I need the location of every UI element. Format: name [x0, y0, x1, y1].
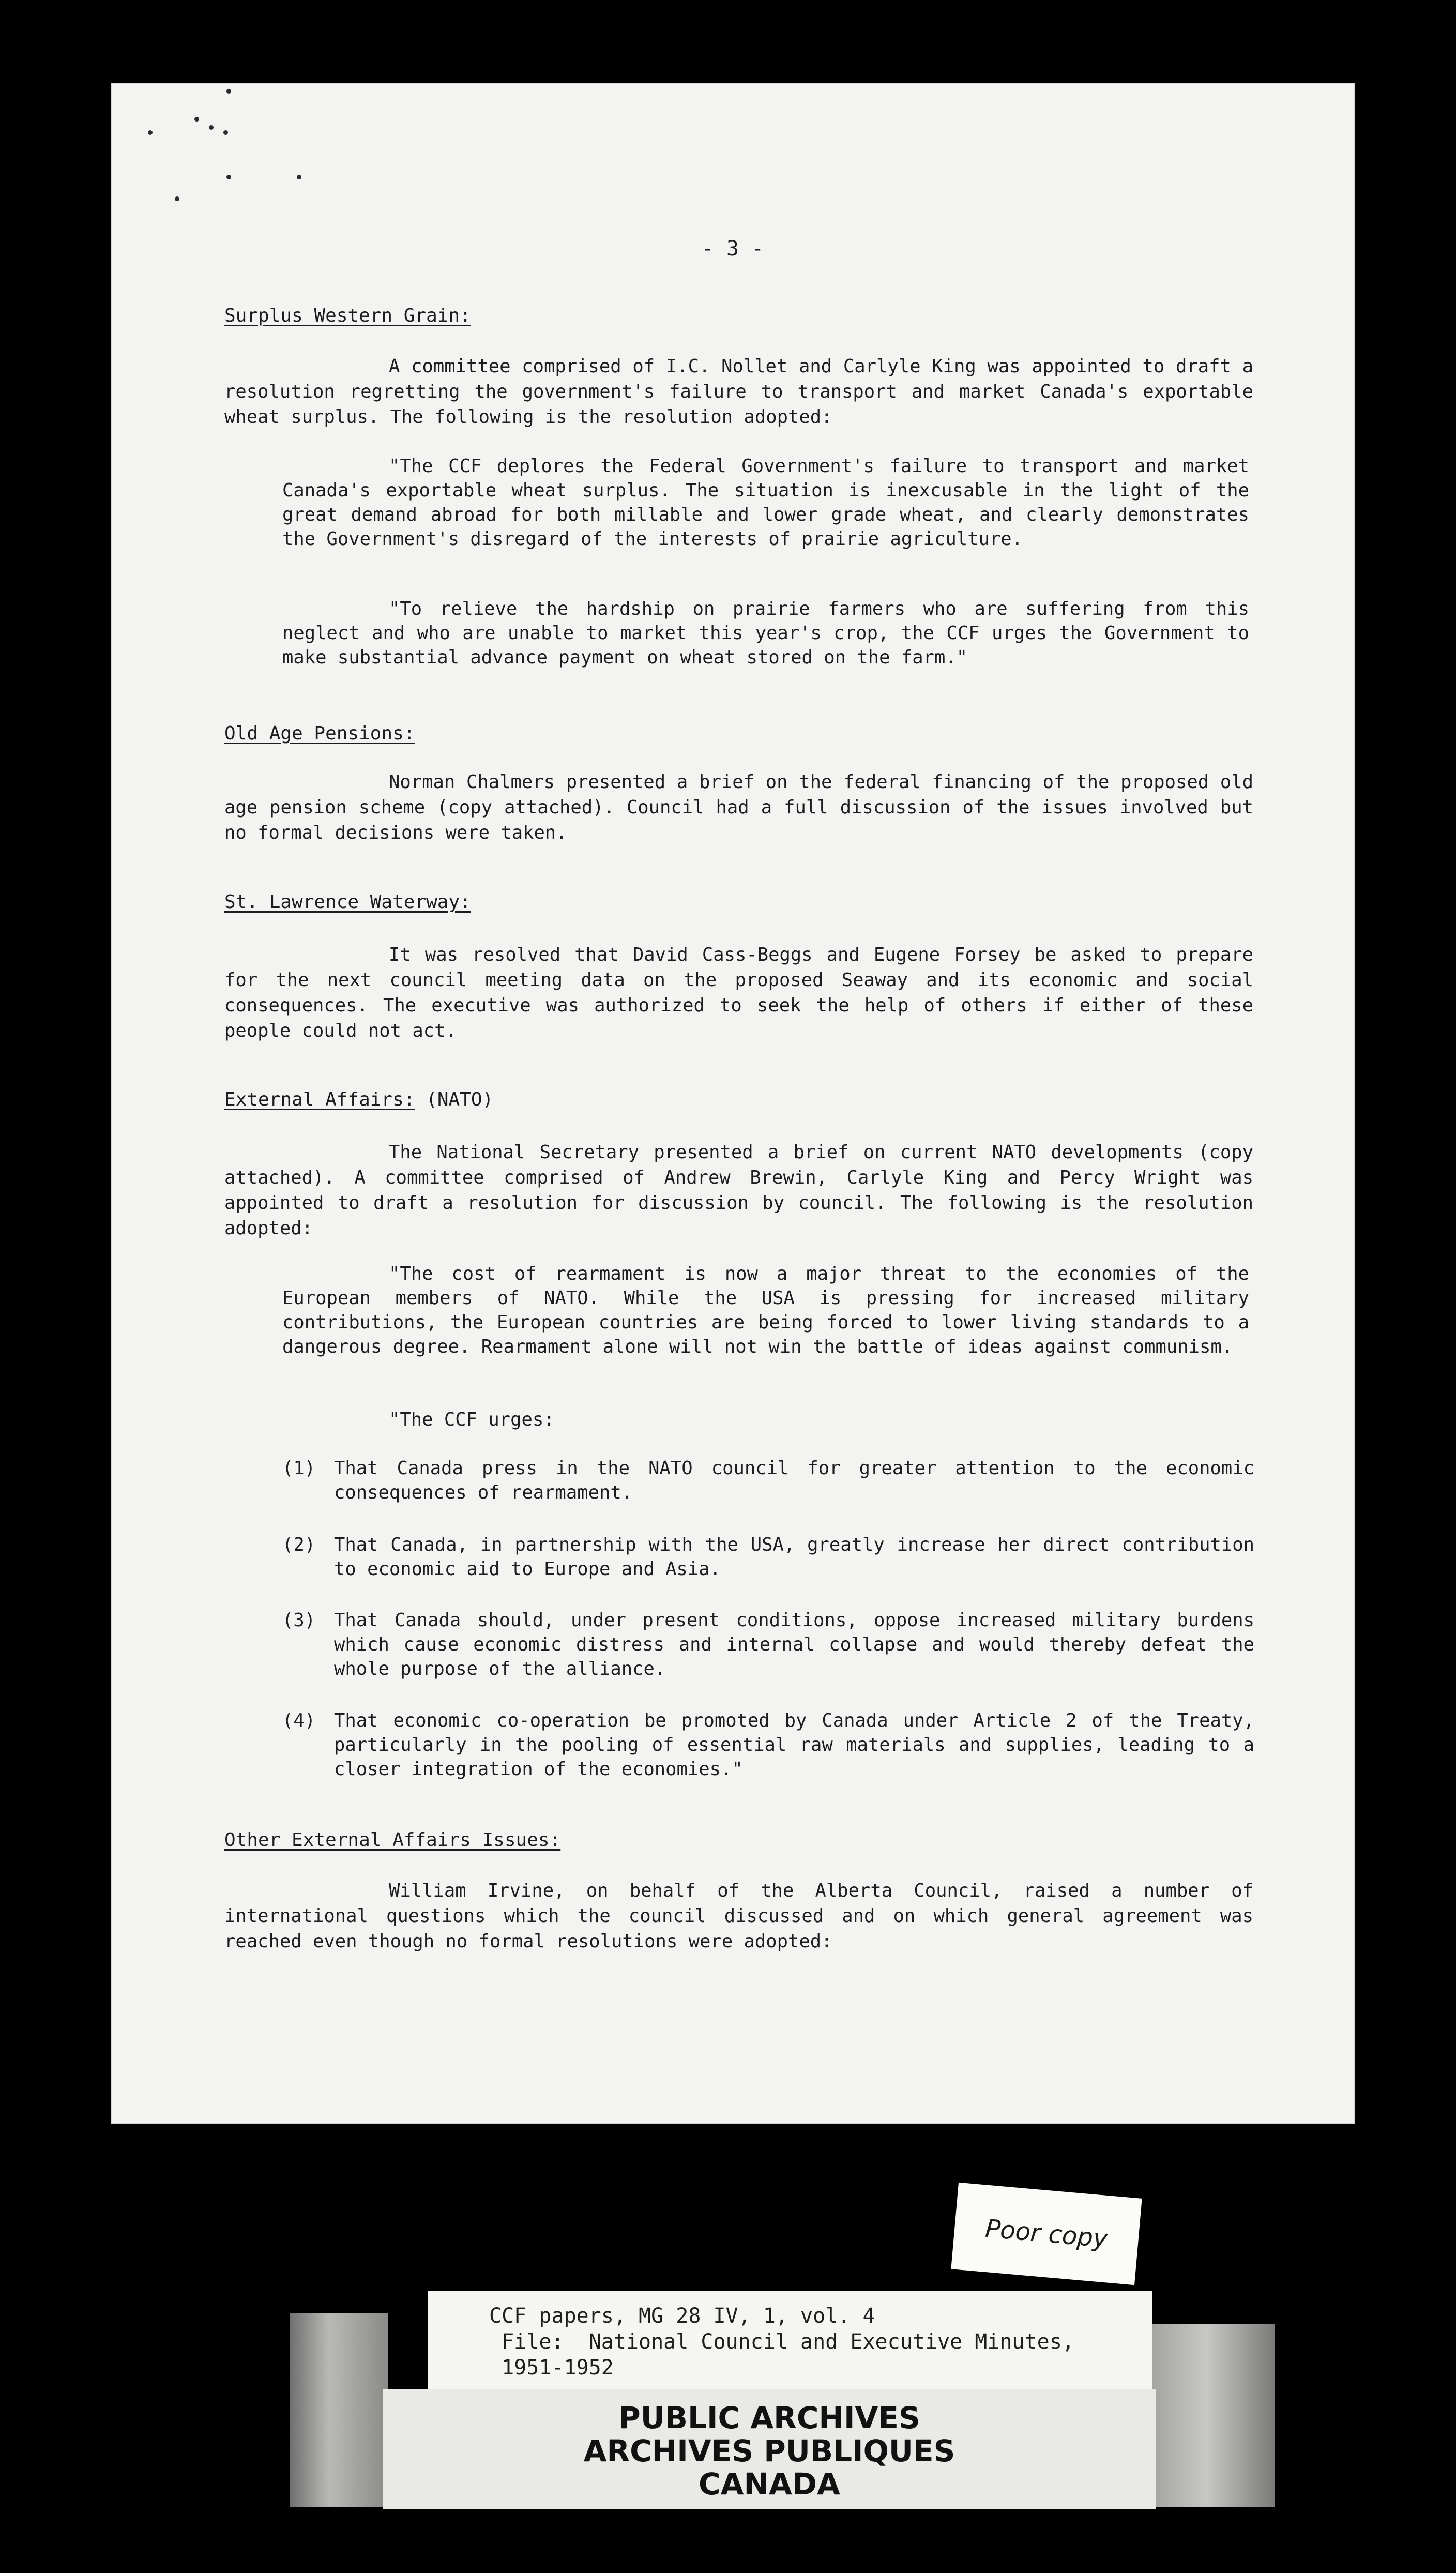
ink-speck: [223, 130, 228, 135]
heading-old-age-pensions: Old Age Pensions:: [224, 723, 415, 744]
document-page: [111, 83, 1355, 2124]
list-item-text: That Canada, in partnership with the USA, greatly increase her direct contribution to economic aid to Europe and Asia.: [334, 1534, 1254, 1580]
ink-speck: [226, 89, 231, 94]
list-item: [282, 1608, 1254, 1681]
ink-speck: [194, 117, 199, 122]
ink-speck: [226, 175, 231, 179]
paragraph-grain-intro: A committee comprised of I.C. Nollet and Carlyle King was appointed to draft a resolution regretting the government's failure to transport and market Canada's exportable wheat surplus. The following is the resolution adopted:: [224, 356, 1253, 428]
paragraph-other-external: William Irvine, on behalf of the Alberta Council, raised a number of international questions which the council discussed and on which general agreement was reached even though no formal resolutions were adopted:: [224, 1880, 1253, 1952]
archives-label: [383, 2389, 1156, 2509]
list-item-text: That Canada should, under present conditions, oppose increased military burdens which cause economic distress and internal collapse and would thereby defeat the whole purpose of the alliance.: [334, 1610, 1254, 1679]
archives-label-line: ARCHIVES PUBLIQUES: [583, 2433, 956, 2469]
heading-st-lawrence-waterway: St. Lawrence Waterway:: [224, 891, 471, 913]
list-item-number: (2): [282, 1534, 316, 1555]
list-item-number: (4): [282, 1710, 316, 1731]
archives-label-line: CANADA: [699, 2466, 840, 2502]
quote-ccf-urges: "The CCF urges:: [389, 1409, 555, 1430]
archive-reference-line: File: National Council and Executive Minutes,: [489, 2330, 1074, 2354]
list-item-text: That Canada press in the NATO council for greater attention to the economic consequences of rearmament.: [334, 1458, 1254, 1503]
archive-reference-tab: [428, 2291, 1152, 2392]
list-item: [282, 1533, 1254, 1581]
quote-nato-resolution: "The cost of rearmament is now a major threat to the economies of the European members of NATO. While the USA is pressing for increased military contributions, the European countries are being forced to lower living standards to a dangerous degree. Rearmament alone will not win the battle of ideas against communism.: [282, 1263, 1249, 1357]
quote-grain-resolution-1: "The CCF deplores the Federal Government's failure to transport and market Canada's exportable wheat surplus. The situation is inexcusable in the light of the great demand abroad for both millable and lower grade wheat, and clearly demonstrates the Government's disregard of the interests of prairie agriculture.: [282, 456, 1249, 550]
heading-other-external-affairs: Other External Affairs Issues:: [224, 1829, 561, 1851]
archive-reference-line: CCF papers, MG 28 IV, 1, vol. 4: [489, 2304, 875, 2328]
list-item: [282, 1456, 1254, 1505]
paragraph-pensions: Norman Chalmers presented a brief on the federal financing of the proposed old age pension scheme (copy attached). Council had a full discussion of the issues involved but no formal decisions were taken.: [224, 771, 1253, 843]
tape-strip-right: [1151, 2324, 1275, 2507]
poor-copy-note: Poor copy: [951, 2183, 1142, 2285]
list-item-number: (3): [282, 1610, 316, 1631]
ink-speck: [148, 130, 153, 135]
paragraph-waterway: It was resolved that David Cass-Beggs and Eugene Forsey be asked to prepare for the next council meeting data on the proposed Seaway and its economic and social consequences. The executive was authorized to seek the help of others if either of these people could not act.: [224, 944, 1253, 1041]
paragraph-nato-intro: The National Secretary presented a brief on current NATO developments (copy attached). A committee comprised of Andrew Brewin, Carlyle King and Percy Wright was appointed to draft a resolution for discussion by council. The following is the resolution adopted:: [224, 1142, 1253, 1239]
list-item-text: That economic co-operation be promoted by Canada under Article 2 of the Treaty, particularly in the pooling of essential raw materials and supplies, leading to a closer integration of the economies.": [334, 1710, 1254, 1780]
ink-speck: [297, 175, 301, 179]
heading-external-affairs-nato: External Affairs: (NATO): [224, 1089, 494, 1110]
ink-speck: [209, 125, 214, 130]
archives-label-line: PUBLIC ARCHIVES: [618, 2400, 920, 2435]
list-item-number: (1): [282, 1458, 316, 1479]
heading-surplus-western-grain: Surplus Western Grain:: [224, 305, 471, 326]
quote-grain-resolution-2: "To relieve the hardship on prairie farmers who are suffering from this neglect and who are unable to market this year's crop, the CCF urges the Government to make substantial advance payment on wheat stored on the farm.": [282, 598, 1249, 668]
tape-strip-left: [290, 2313, 388, 2507]
page-number: - 3 -: [701, 237, 764, 261]
archive-reference-line: 1951-1952: [489, 2356, 614, 2380]
ink-speck: [175, 196, 179, 201]
list-item: [282, 1708, 1254, 1781]
